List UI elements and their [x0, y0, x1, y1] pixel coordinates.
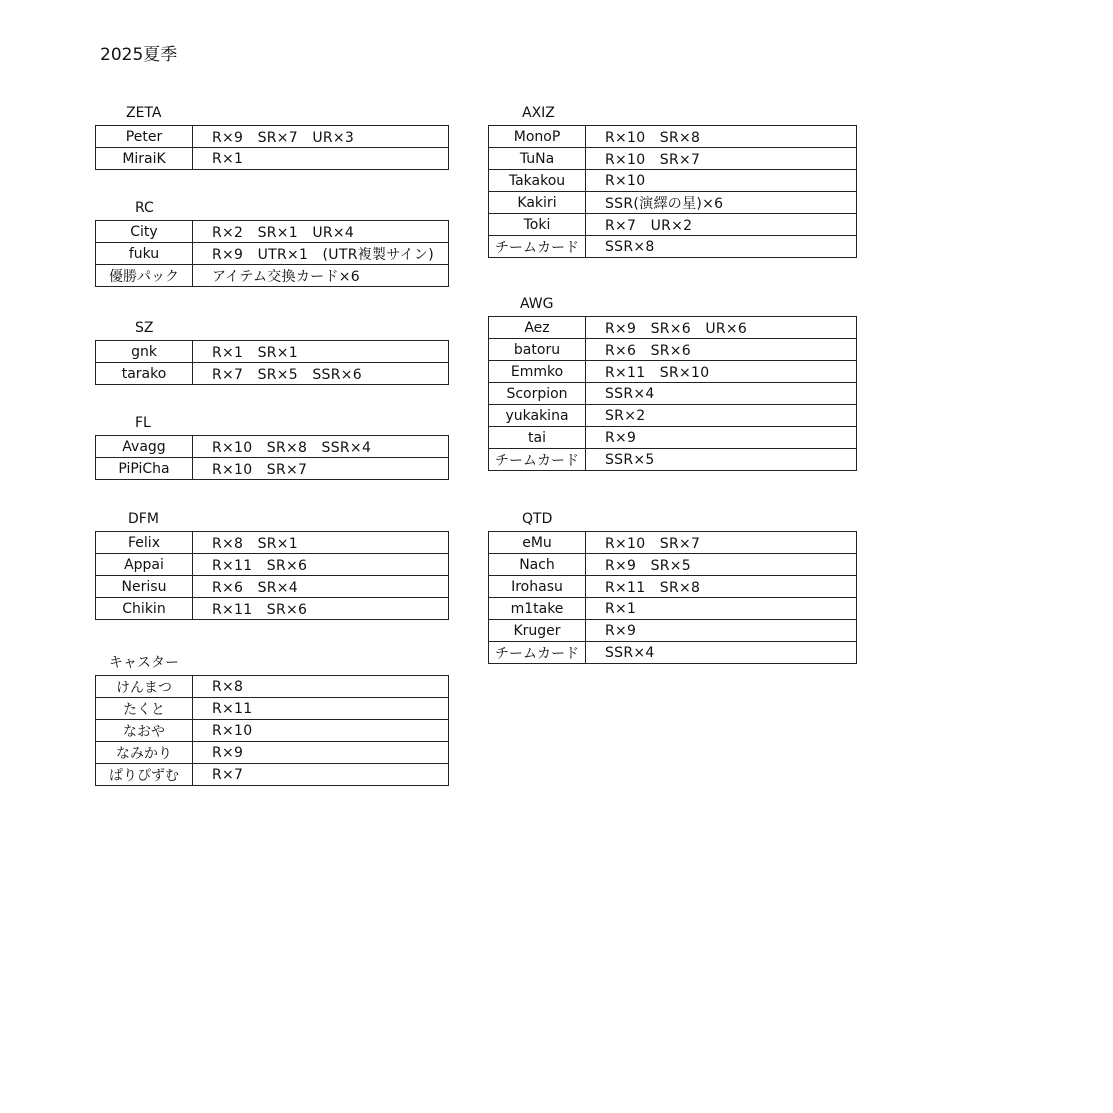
reward-cell: R×9 — [586, 620, 857, 642]
reward-cell: R×2 SR×1 UR×4 — [193, 221, 449, 243]
team-block — [488, 101, 856, 269]
player-cell: tai — [489, 427, 586, 449]
player-cell: Nerisu — [96, 576, 193, 598]
reward-cell: R×7 UR×2 — [586, 214, 857, 236]
table-row — [96, 576, 449, 598]
team-table — [95, 675, 449, 786]
table-row — [489, 126, 857, 148]
team-block — [95, 316, 448, 388]
table-row — [96, 341, 449, 363]
player-cell: MonoP — [489, 126, 586, 148]
page-title: 2025夏季 — [100, 45, 178, 65]
table-row — [96, 764, 449, 786]
player-cell: City — [96, 221, 193, 243]
team-block — [95, 101, 448, 173]
table-row — [96, 148, 449, 170]
reward-cell: SSR×5 — [586, 449, 857, 471]
player-cell: Peter — [96, 126, 193, 148]
player-cell: チームカード — [489, 449, 586, 471]
player-cell: けんまつ — [96, 676, 193, 698]
reward-cell: R×6 SR×6 — [586, 339, 857, 361]
reward-cell: R×7 SR×5 SSR×6 — [193, 363, 449, 385]
team-table — [488, 125, 857, 258]
reward-cell: SR×2 — [586, 405, 857, 427]
player-cell: yukakina — [489, 405, 586, 427]
table-row — [489, 449, 857, 471]
table-row — [489, 532, 857, 554]
player-cell: batoru — [489, 339, 586, 361]
table-row — [96, 243, 449, 265]
table-row — [489, 405, 857, 427]
table-row — [489, 554, 857, 576]
team-table — [488, 531, 857, 664]
team-block — [488, 507, 856, 675]
table-row — [489, 339, 857, 361]
table-row — [96, 126, 449, 148]
team-block — [95, 196, 448, 292]
player-cell: なみかり — [96, 742, 193, 764]
team-table — [488, 316, 857, 471]
player-cell: Felix — [96, 532, 193, 554]
reward-cell: R×9 SR×7 UR×3 — [193, 126, 449, 148]
table-row — [489, 192, 857, 214]
table-row — [96, 458, 449, 480]
reward-cell: R×10 SR×8 — [586, 126, 857, 148]
team-block — [95, 411, 448, 483]
reward-cell: R×10 SR×7 — [586, 532, 857, 554]
player-cell: たくと — [96, 698, 193, 720]
player-cell: Chikin — [96, 598, 193, 620]
player-cell: PiPiCha — [96, 458, 193, 480]
table-row — [489, 317, 857, 339]
team-name: SZ — [135, 320, 154, 336]
table-row — [96, 720, 449, 742]
reward-cell: R×1 — [193, 148, 449, 170]
team-table — [95, 531, 449, 620]
player-cell: Kruger — [489, 620, 586, 642]
table-row — [489, 170, 857, 192]
reward-cell: R×8 — [193, 676, 449, 698]
team-table — [95, 435, 449, 480]
player-cell: Aez — [489, 317, 586, 339]
player-cell: Appai — [96, 554, 193, 576]
team-table — [95, 125, 449, 170]
player-cell: Takakou — [489, 170, 586, 192]
player-cell: 優勝パック — [96, 265, 193, 287]
reward-cell: R×10 — [193, 720, 449, 742]
reward-cell: R×9 SR×6 UR×6 — [586, 317, 857, 339]
team-name: AXIZ — [522, 105, 555, 121]
table-row — [96, 554, 449, 576]
reward-cell: R×11 SR×10 — [586, 361, 857, 383]
table-row — [96, 742, 449, 764]
reward-cell: R×11 SR×8 — [586, 576, 857, 598]
player-cell: Kakiri — [489, 192, 586, 214]
reward-cell: R×9 UTR×1 (UTR複製サイン) — [193, 243, 449, 265]
table-row — [489, 148, 857, 170]
player-cell: Toki — [489, 214, 586, 236]
player-cell: MiraiK — [96, 148, 193, 170]
reward-cell: R×7 — [193, 764, 449, 786]
table-row — [96, 265, 449, 287]
reward-cell: アイテム交換カード×6 — [193, 265, 449, 287]
team-name: ZETA — [126, 105, 162, 121]
player-cell: TuNa — [489, 148, 586, 170]
team-block — [95, 651, 448, 795]
table-row — [96, 598, 449, 620]
table-row — [489, 427, 857, 449]
reward-cell: R×11 SR×6 — [193, 554, 449, 576]
reward-cell: R×6 SR×4 — [193, 576, 449, 598]
player-cell: m1take — [489, 598, 586, 620]
reward-cell: R×10 SR×7 — [193, 458, 449, 480]
reward-cell: SSR(演繹の星)×6 — [586, 192, 857, 214]
reward-cell: R×10 SR×7 — [586, 148, 857, 170]
reward-cell: SSR×8 — [586, 236, 857, 258]
team-name: RC — [135, 200, 154, 216]
team-name: AWG — [520, 296, 554, 312]
team-block — [488, 292, 856, 484]
team-name: FL — [135, 415, 151, 431]
table-row — [489, 642, 857, 664]
player-cell: Avagg — [96, 436, 193, 458]
player-cell: gnk — [96, 341, 193, 363]
team-name: DFM — [128, 511, 159, 527]
player-cell: Scorpion — [489, 383, 586, 405]
reward-cell: R×10 — [586, 170, 857, 192]
table-row — [96, 698, 449, 720]
team-name: キャスター — [109, 655, 179, 671]
player-cell: なおや — [96, 720, 193, 742]
table-row — [489, 361, 857, 383]
table-row — [489, 576, 857, 598]
reward-cell: R×11 SR×6 — [193, 598, 449, 620]
reward-cell: R×9 — [586, 427, 857, 449]
team-table — [95, 340, 449, 385]
reward-cell: R×9 — [193, 742, 449, 764]
reward-cell: SSR×4 — [586, 383, 857, 405]
table-row — [489, 598, 857, 620]
player-cell: tarako — [96, 363, 193, 385]
reward-cell: R×11 — [193, 698, 449, 720]
player-cell: Emmko — [489, 361, 586, 383]
reward-cell: R×1 SR×1 — [193, 341, 449, 363]
table-row — [96, 676, 449, 698]
table-row — [96, 436, 449, 458]
table-row — [489, 214, 857, 236]
reward-cell: SSR×4 — [586, 642, 857, 664]
player-cell: Nach — [489, 554, 586, 576]
table-row — [96, 532, 449, 554]
player-cell: Irohasu — [489, 576, 586, 598]
reward-cell: R×1 — [586, 598, 857, 620]
table-row — [489, 620, 857, 642]
player-cell: チームカード — [489, 642, 586, 664]
reward-cell: R×8 SR×1 — [193, 532, 449, 554]
reward-cell: R×10 SR×8 SSR×4 — [193, 436, 449, 458]
team-block — [95, 507, 448, 627]
table-row — [96, 221, 449, 243]
player-cell: ぱりぴずむ — [96, 764, 193, 786]
table-row — [489, 383, 857, 405]
team-table — [95, 220, 449, 287]
team-name: QTD — [522, 511, 553, 527]
player-cell: fuku — [96, 243, 193, 265]
player-cell: チームカード — [489, 236, 586, 258]
table-row — [96, 363, 449, 385]
table-row — [489, 236, 857, 258]
reward-cell: R×9 SR×5 — [586, 554, 857, 576]
player-cell: eMu — [489, 532, 586, 554]
